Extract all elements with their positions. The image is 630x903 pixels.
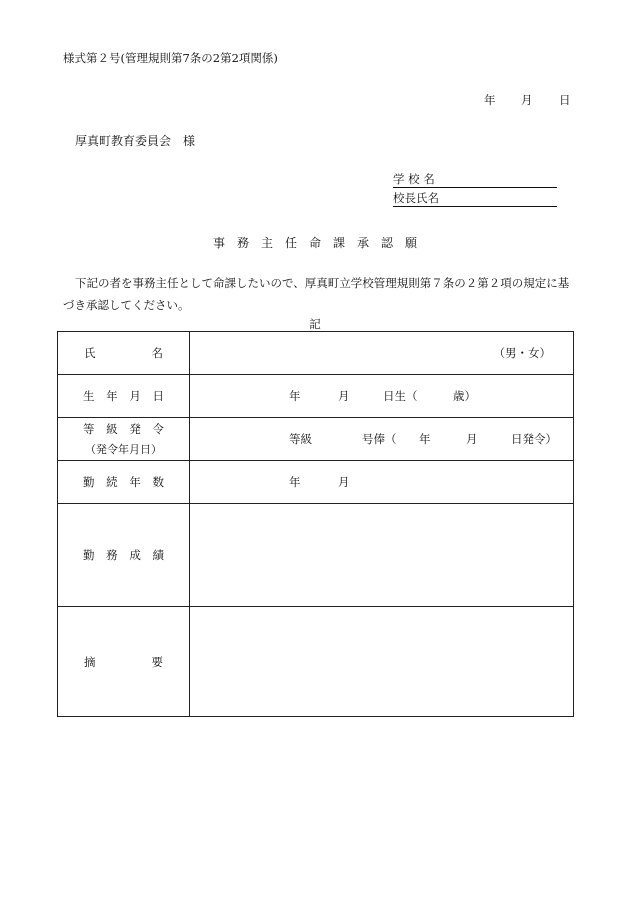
label-birth-0: 生	[83, 389, 95, 403]
label-grade-0: 等	[83, 422, 95, 436]
recipient: 厚真町教育委員会 様	[75, 134, 196, 148]
label-birth-2: 月	[129, 389, 141, 403]
school-name-label: 学 校 名	[393, 172, 435, 186]
label-name-a: 氏	[84, 346, 96, 360]
gender-choice: （男・女）	[493, 346, 551, 360]
row-service	[58, 461, 574, 504]
school-name-field[interactable]	[393, 171, 557, 188]
row-performance	[58, 504, 574, 607]
ki-heading: 記	[309, 317, 321, 331]
value-grade[interactable]	[190, 418, 574, 461]
document-title: 事 務 主 任 命 課 承 認 願	[212, 236, 417, 250]
label-service-0: 勤	[83, 475, 95, 489]
row-summary	[58, 607, 574, 717]
label-service-2: 年	[129, 475, 141, 489]
value-performance[interactable]	[190, 504, 574, 607]
birth-month-unit: 月	[338, 389, 350, 403]
value-name[interactable]	[190, 332, 574, 375]
record-table	[57, 331, 574, 717]
birth-year-unit: 年	[289, 389, 301, 403]
label-summary	[58, 607, 190, 717]
row-name	[58, 332, 574, 375]
row-grade	[58, 418, 574, 461]
request-text: 下記の者を事務主任として命課したいので、厚真町立学校管理規則第７条の２第２項の規定に基づき承認してください。	[63, 276, 570, 312]
grade-day-unit: 日発令）	[511, 432, 557, 446]
age-unit: 歳）	[453, 389, 476, 403]
principal-name-field[interactable]	[393, 190, 557, 207]
label-birth-3: 日	[152, 389, 164, 403]
grade-year-unit: 年	[419, 432, 431, 446]
label-grade-1: 級	[106, 422, 118, 436]
label-name-b: 名	[151, 346, 163, 360]
date-year: 年	[484, 93, 496, 107]
value-service[interactable]	[190, 461, 574, 504]
label-performance-3: 績	[152, 548, 164, 562]
date-line	[484, 92, 571, 108]
step-unit: 号俸（	[362, 432, 397, 446]
label-service	[58, 461, 190, 504]
service-month-unit: 月	[338, 475, 350, 489]
principal-name-label: 校長氏名	[393, 191, 439, 205]
date-day: 日	[559, 93, 571, 107]
date-month: 月	[521, 93, 533, 107]
value-summary[interactable]	[190, 607, 574, 717]
label-performance	[58, 504, 190, 607]
label-service-1: 続	[106, 475, 118, 489]
form-number: 様式第２号(管理規則第7条の2第2項関係)	[63, 51, 278, 65]
grade-unit: 等級	[289, 432, 312, 446]
label-performance-0: 勤	[83, 548, 95, 562]
value-birth[interactable]	[190, 375, 574, 418]
label-summary-b: 要	[151, 654, 163, 669]
grade-month-unit: 月	[466, 432, 478, 446]
birth-day-unit: 日生（	[383, 389, 418, 403]
label-performance-2: 成	[129, 548, 141, 562]
label-performance-1: 務	[106, 548, 118, 562]
label-grade-sub: （発令年月日）	[85, 443, 162, 456]
row-birth	[58, 375, 574, 418]
label-grade-2: 発	[129, 422, 141, 436]
service-year-unit: 年	[289, 475, 301, 489]
label-summary-a: 摘	[84, 654, 96, 669]
label-name	[58, 332, 190, 375]
label-grade	[58, 418, 190, 461]
label-service-3: 数	[152, 475, 164, 489]
label-birth-1: 年	[106, 389, 118, 403]
label-birth	[58, 375, 190, 418]
label-grade-3: 令	[152, 422, 164, 436]
